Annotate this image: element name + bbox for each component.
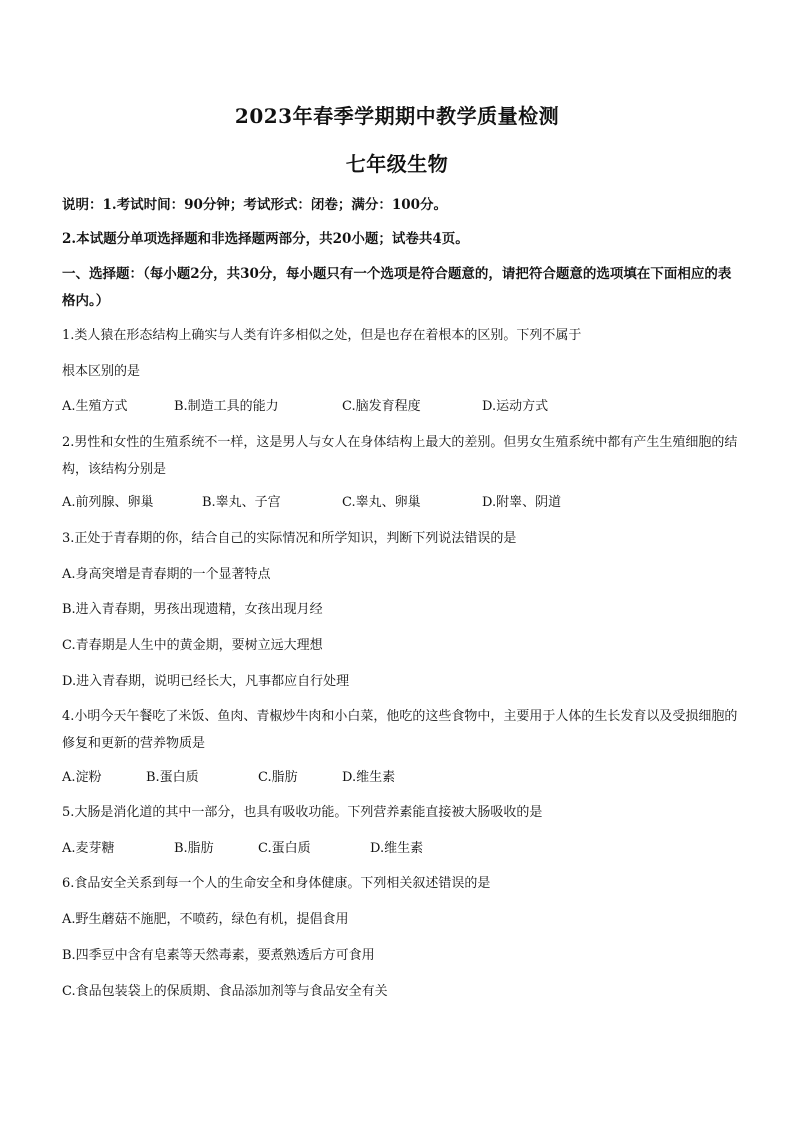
question-6-option-c: C.食品包装袋上的保质期、食品添加剂等与食品安全有关 — [62, 984, 388, 999]
question-2-stem: 2.男性和女性的生殖系统不一样，这是男人与女人在身体结构上最大的差别。但男女生殖系统中都有产生生殖细胞的结构，该结构分别是 — [62, 435, 738, 477]
option-b: B.蛋白质 — [146, 770, 199, 785]
question-3-option-d: D.进入青春期，说明已经长大，凡事都应自行处理 — [62, 674, 350, 689]
question-6-option-a: A.野生蘑菇不施肥，不喷药，绿色有机，提倡食用 — [62, 912, 349, 927]
question-1-stem-line-2: 根本区别的是 — [62, 364, 141, 379]
question-3-option-b: B.进入青春期，男孩出现遗精，女孩出现月经 — [62, 602, 323, 617]
option-c: C.脂肪 — [258, 770, 298, 785]
question-5-stem: 5.大肠是消化道的其中一部分，也具有吸收功能。下列营养素能直接被大肠吸收的是 — [62, 805, 543, 820]
question-2-options — [62, 490, 742, 516]
question-3-stem: 3.正处于青春期的你，结合自己的实际情况和所学知识，判断下列说法错误的是 — [62, 531, 517, 546]
option-a: A.生殖方式 — [62, 399, 128, 414]
question-4-stem: 4.小明今天午餐吃了米饭、鱼肉、青椒炒牛肉和小白菜，他吃的这些食物中，主要用于人体的生长发育以及受损细胞的修复和更新的营养物质是 — [62, 709, 738, 751]
exam-title: 2023年春季学期期中教学质量检测 — [234, 104, 560, 128]
question-6-stem: 6.食品安全关系到每一个人的生命安全和身体健康。下列相关叙述错误的是 — [62, 876, 491, 891]
option-c: C.蛋白质 — [258, 841, 311, 856]
question-5-options — [62, 836, 742, 862]
question-6-option-b: B.四季豆中含有皂素等天然毒素，要煮熟透后方可食用 — [62, 948, 375, 963]
option-c: C.睾丸、卵巢 — [342, 495, 421, 510]
exam-subtitle: 七年级生物 — [345, 152, 449, 176]
option-d: D.运动方式 — [482, 399, 549, 414]
instructions-line-1: 说明：1.考试时间：90分钟；考试形式：闭卷；满分：100分。 — [62, 197, 448, 213]
option-a: A.淀粉 — [62, 770, 102, 785]
option-b: B.脂肪 — [174, 841, 214, 856]
option-b: B.睾丸、子宫 — [202, 495, 281, 510]
option-d: D.附睾、阴道 — [482, 495, 562, 510]
question-3-option-c: C.青春期是人生中的黄金期，要树立远大理想 — [62, 638, 323, 653]
option-d: D.维生素 — [370, 841, 424, 856]
question-4-options — [62, 765, 742, 791]
question-1-options — [62, 394, 742, 420]
instructions-line-2: 2.本试题分单项选择题和非选择题两部分，共20小题；试卷共4页。 — [62, 231, 469, 247]
option-d: D.维生素 — [342, 770, 396, 785]
question-3-option-a: A.身高突增是青春期的一个显著特点 — [62, 567, 271, 582]
option-b: B.制造工具的能力 — [174, 399, 279, 414]
option-a: A.前列腺、卵巢 — [62, 495, 154, 510]
section-heading: 一、选择题：（每小题2分，共30分，每小题只有一个选项是符合题意的，请把符合题意的选项填在下面相应的表格内。） — [62, 266, 732, 309]
question-1-stem-line-1: 1.类人猿在形态结构上确实与人类有许多相似之处，但是也存在着根本的区别。下列不属于 — [62, 328, 582, 343]
option-a: A.麦芽糖 — [62, 841, 115, 856]
option-c: C.脑发育程度 — [342, 399, 421, 414]
